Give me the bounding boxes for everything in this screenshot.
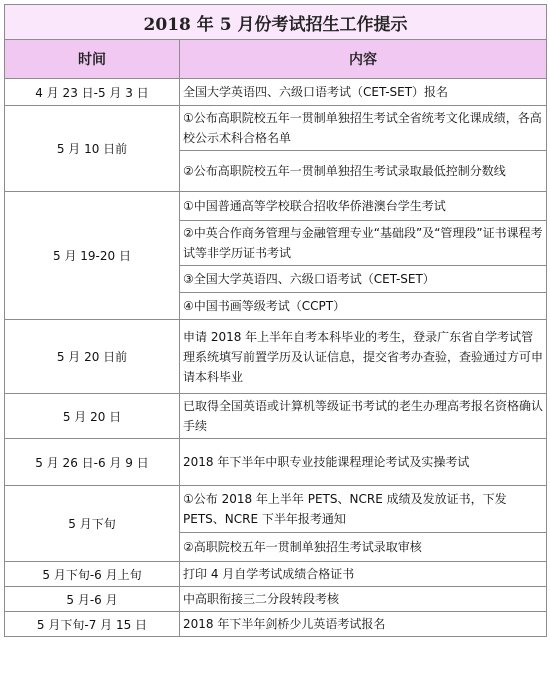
table-row [5,394,547,439]
table-row [5,320,547,394]
time-cell: 5 月 26 日-6 月 9 日 [5,439,180,486]
table-row [5,562,547,587]
table-body [5,79,547,637]
time-cell: 5 月下旬 [5,486,180,562]
content-cell: ②高职院校五年一贯制单独招生考试录取审核 [180,533,547,562]
content-cell: 申请 2018 年上半年自考本科毕业的考生，登录广东省自学考试管理系统填写前置学历及认证信息，提交省考办查验，查验通过方可申请本科毕业 [180,320,547,394]
content-cell: 全国大学英语四、六级口语考试（CET-SET）报名 [180,79,547,106]
table-row [5,587,547,612]
content-column-header: 内容 [180,40,547,79]
table-title: 2018 年 5 月份考试招生工作提示 [5,5,547,40]
content-cell: 2018 年下半年中职专业技能课程理论考试及实操考试 [180,439,547,486]
content-cell: ②公布高职院校五年一贯制单独招生考试录取最低控制分数线 [180,151,547,192]
table-row [5,486,547,533]
content-cell: 2018 年下半年剑桥少儿英语考试报名 [180,612,547,637]
content-cell: ①公布 2018 年上半年 PETS、NCRE 成绩及发放证书，下发 PETS、NCRE 下半年报考通知 [180,486,547,533]
content-cell: ②中英合作商务管理与金融管理专业“基础段”及“管理段”证书课程考试等非学历证书考试 [180,221,547,266]
time-cell: 5 月-6 月 [5,587,180,612]
table-row [5,439,547,486]
title-row [5,5,547,40]
table-row [5,79,547,106]
time-cell: 5 月 19-20 日 [5,192,180,320]
content-cell: 已取得全国英语或计算机等级证书考试的老生办理高考报名资格确认手续 [180,394,547,439]
content-cell: ④中国书画等级考试（CCPT） [180,293,547,320]
time-cell: 5 月 10 日前 [5,106,180,192]
time-cell: 4 月 23 日-5 月 3 日 [5,79,180,106]
time-column-header: 时间 [5,40,180,79]
schedule-table-wrapper [4,4,546,637]
content-cell: ①公布高职院校五年一贯制单独招生考试全省统考文化课成绩，各高校公示术科合格名单 [180,106,547,151]
table-row [5,192,547,221]
content-cell: 打印 4 月自学考试成绩合格证书 [180,562,547,587]
schedule-table [4,4,547,637]
time-cell: 5 月 20 日 [5,394,180,439]
time-cell: 5 月 20 日前 [5,320,180,394]
content-cell: 中高职衔接三二分段转段考核 [180,587,547,612]
content-cell: ③全国大学英语四、六级口语考试（CET-SET） [180,266,547,293]
time-cell: 5 月下旬-6 月上旬 [5,562,180,587]
time-cell: 5 月下旬-7 月 15 日 [5,612,180,637]
table-row [5,612,547,637]
table-row [5,106,547,151]
header-row [5,40,547,79]
content-cell: ①中国普通高等学校联合招收华侨港澳台学生考试 [180,192,547,221]
